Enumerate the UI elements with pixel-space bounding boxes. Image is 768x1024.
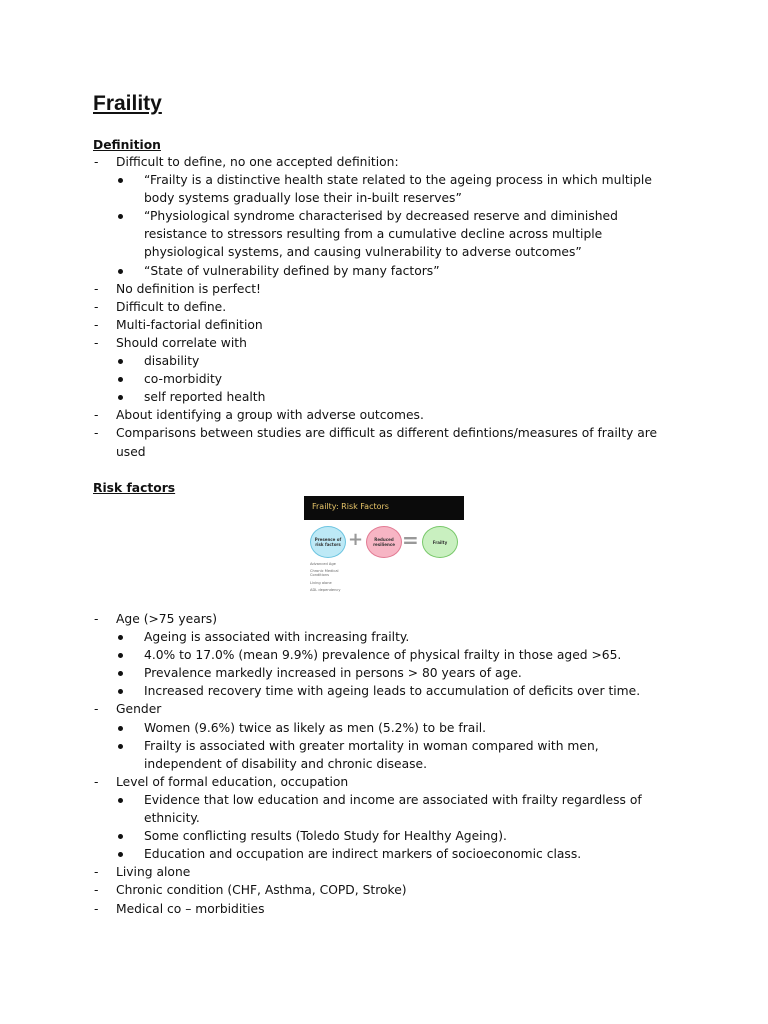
equals-icon: = [402,528,419,552]
list-item: - Comparisons between studies are difficult as different defintions/measures of frailty are used [0,424,686,460]
list-item: - Multi-factorial definition [0,316,686,334]
circle-label: Presence of risk factors [314,537,342,547]
list-item: Prevalence markedly increased in persons > 80 years of age. [0,664,664,682]
page-title: Fraility [93,92,162,115]
list-item: Ageing is associated with increasing frailty. [0,628,664,646]
resilience-circle [366,526,402,558]
circle-label: Frailty [432,539,448,545]
list-item: Some conflicting results (Toledo Study for Healthy Ageing). [0,827,664,845]
figure-factor: ADL dependency [310,587,341,592]
list-item: Frailty is associated with greater mortality in woman compared with men, independent of disability and chronic disease. [0,737,664,773]
list-item: disability [0,352,664,370]
risk-factors-list [0,610,768,918]
figure-factor: Chronic Medical Conditions [310,569,339,578]
list-item: - Gender [0,700,686,718]
list-item: Increased recovery time with ageing leads to accumulation of deficits over time. [0,682,664,700]
risk-factors-heading: Risk factors [93,481,176,495]
risk-factors-circle [310,526,346,558]
list-item: - Living alone [0,863,686,881]
list-item: - About identifying a group with adverse outcomes. [0,406,686,424]
definition-heading: Definition [93,138,161,152]
list-item: - No definition is perfect! [0,280,686,298]
list-item: - Medical co – morbidities [0,900,686,918]
list-item: - Level of formal education, occupation [0,773,686,791]
plus-icon: + [348,529,364,550]
figure-factor: Advanced Age [310,562,336,566]
list-item: - Should correlate with [0,334,686,352]
figure-factor-list [310,562,350,595]
figure-title: Frailty: Risk Factors [312,502,389,511]
list-item: - Difficult to define, no one accepted definition: [0,153,686,171]
list-item: self reported health [0,388,664,406]
list-item: “State of vulnerability defined by many factors” [0,262,664,280]
list-item: - Difficult to define. [0,298,686,316]
list-item: co-morbidity [0,370,664,388]
list-item: - Chronic condition (CHF, Asthma, COPD, Stroke) [0,881,686,899]
list-item: “Frailty is a distinctive health state related to the ageing process in which multiple body systems gradually lose their in-built reserves” [0,171,664,207]
list-item: Women (9.6%) twice as likely as men (5.2%) to be frail. [0,719,664,737]
definition-list [0,153,768,461]
list-item: Education and occupation are indirect markers of socioeconomic class. [0,845,664,863]
list-item: - Age (>75 years) [0,610,686,628]
circle-label: Reduced resilience [373,537,395,547]
list-item: “Physiological syndrome characterised by decreased reserve and diminished resistance to stressors resulting from a cumulative decline across multiple physiological systems, and causing vulnerability to adverse outcomes” [0,207,664,261]
frailty-circle [422,526,458,558]
list-item: Evidence that low education and income are associated with frailty regardless of ethnicity. [0,791,664,827]
figure-factor: Living alone [310,580,332,585]
risk-factors-figure [304,496,464,608]
list-item: 4.0% to 17.0% (mean 9.9%) prevalence of physical frailty in those aged >65. [0,646,664,664]
figure-header [304,496,464,520]
